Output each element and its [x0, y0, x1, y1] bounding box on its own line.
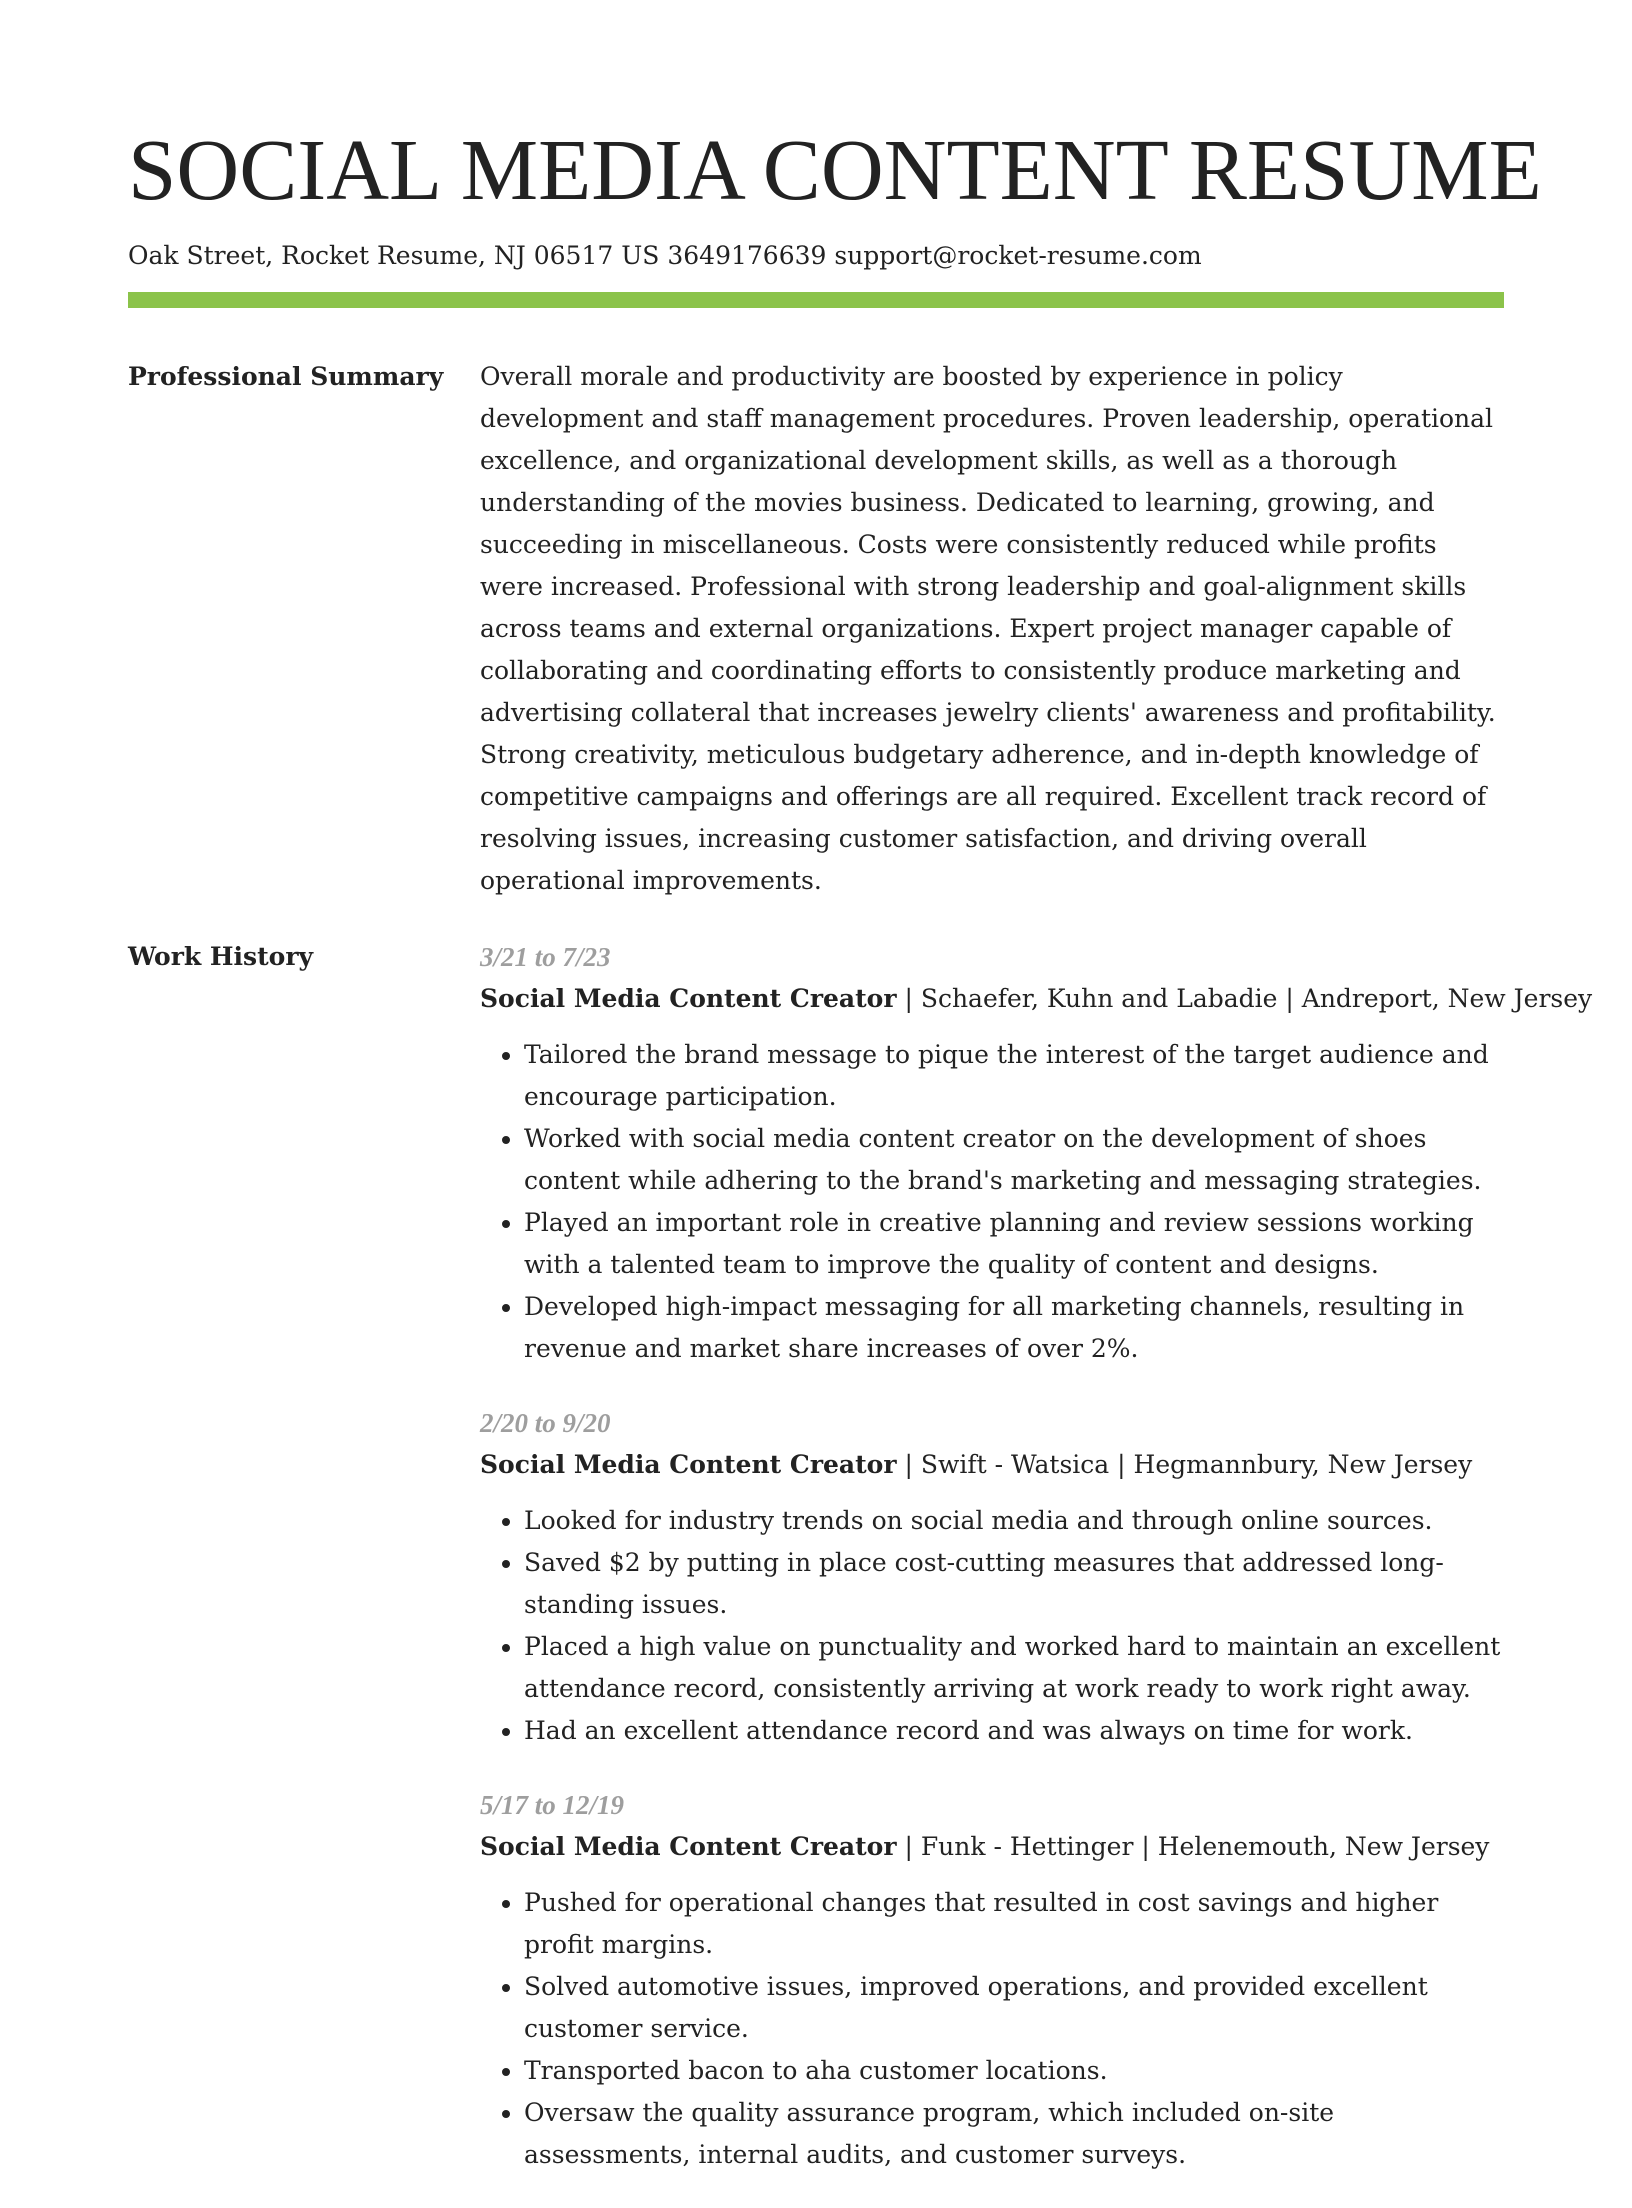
resume-page	[128, 0, 1593, 2208]
job-bullet: • Played an important role in creative planning and review sessions working with a talented team to improve the quality of content and designs.	[524, 1202, 1504, 1286]
job-bullet: • Placed a high value on punctuality and worked hard to maintain an excellent attendance record, consistently arriving at work ready to work right away.	[524, 1626, 1504, 1710]
job-bullet: • Worked with social media content creator on the development of shoes content while adhering to the brand's marketing and messaging strategies.	[524, 1118, 1504, 1202]
job-title: Social Media Content Creator	[480, 1450, 897, 1479]
job-title-line	[480, 978, 1593, 1020]
job-dates: 5/17 to 12/19	[480, 1790, 625, 1820]
job-bullets	[480, 1034, 1504, 1370]
job-details: | Swift - Watsica | Hegmannbury, New Jersey	[896, 1450, 1473, 1479]
job-bullet: • Developed high-impact messaging for all marketing channels, resulting in revenue and market share increases of over 2%.	[524, 1286, 1504, 1370]
job-details: | Funk - Hettinger | Helenemouth, New Jersey	[896, 1832, 1490, 1861]
job-bullet: • Pushed for operational changes that resulted in cost savings and higher profit margins.	[524, 1882, 1504, 1966]
job-bullet: • Saved $2 by putting in place cost-cutting measures that addressed long-standing issues.	[524, 1542, 1504, 1626]
job-title-line	[480, 1826, 1504, 1868]
work-history-section	[128, 936, 1593, 2208]
job-details: | Schaefer, Kuhn and Labadie | Andreport, New Jersey	[896, 984, 1593, 1013]
job-bullets	[480, 1882, 1504, 2176]
job-bullets	[480, 1500, 1504, 1752]
work-history-label: Work History	[128, 942, 314, 971]
job-bullet: • Oversaw the quality assurance program, which included on-site assessments, internal audits, and customer surveys.	[524, 2092, 1504, 2176]
job-bullet: • Solved automotive issues, improved operations, and provided excellent customer service.	[524, 1966, 1504, 2050]
job-bullet: • Transported bacon to aha customer locations.	[524, 2050, 1504, 2092]
summary-label: Professional Summary	[128, 362, 444, 391]
work-history-body	[480, 936, 1593, 2208]
job-title: Social Media Content Creator	[480, 984, 897, 1013]
job-title: Social Media Content Creator	[480, 1832, 897, 1861]
summary-section	[128, 356, 1504, 902]
header-divider	[128, 292, 1504, 308]
job-entry	[480, 1402, 1504, 1752]
job-dates: 3/21 to 7/23	[480, 942, 611, 972]
job-title-line	[480, 1444, 1504, 1486]
contact-info: Oak Street, Rocket Resume, NJ 06517 US 3649176639 support@rocket-resume.com	[128, 241, 1202, 270]
summary-body	[480, 356, 1504, 902]
job-entry	[480, 936, 1593, 1370]
summary-text: Overall morale and productivity are boosted by experience in policy development and staff management procedures. Proven leadership, operational excellence, and organizational development skills, as well as a thorough understanding of the movies business. Dedicated to learning, growing, and succeeding in miscellaneous. Costs were consistently reduced while profits were increased. Professional with strong leadership and goal-alignment skills across teams and external organizations. Expert project manager capable of collaborating and coordinating efforts to consistently produce marketing and advertising collateral that increases jewelry clients' awareness and profitability. Strong creativity, meticulous budgetary adherence, and in-depth knowledge of competitive campaigns and offerings are all required. Excellent track record of resolving issues, increasing customer satisfaction, and driving overall operational improvements.	[480, 362, 1496, 895]
job-dates: 2/20 to 9/20	[480, 1408, 611, 1438]
resume-title: SOCIAL MEDIA CONTENT RESUME	[128, 121, 1542, 218]
job-bullet: • Tailored the brand message to pique the interest of the target audience and encourage participation.	[524, 1034, 1504, 1118]
job-entry	[480, 1784, 1504, 2176]
job-bullet: • Had an excellent attendance record and was always on time for work.	[524, 1710, 1504, 1752]
job-bullet: • Looked for industry trends on social media and through online sources.	[524, 1500, 1504, 1542]
